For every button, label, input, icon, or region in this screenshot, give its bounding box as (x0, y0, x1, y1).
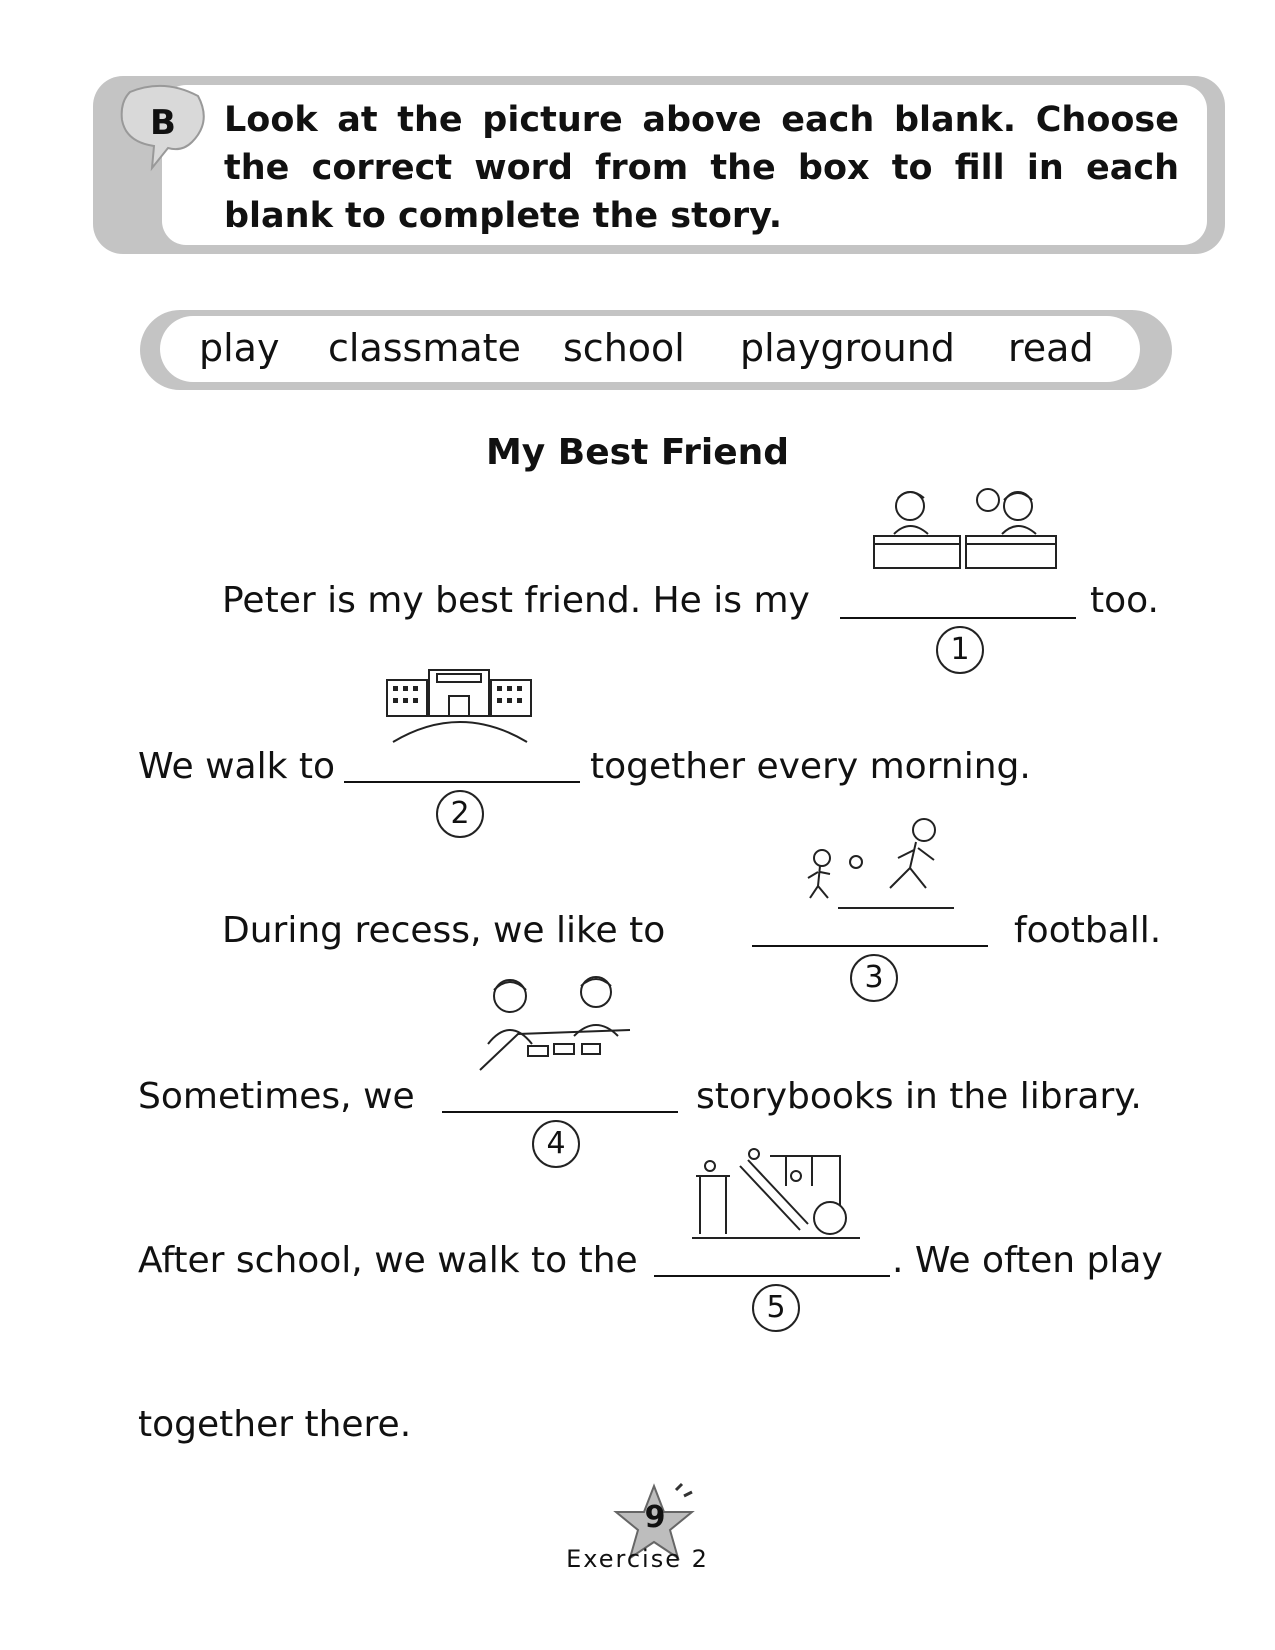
exercise-label: Exercise 2 (566, 1545, 709, 1573)
word-option-play: play (199, 326, 280, 370)
story-line-3-start: During recess, we like to (222, 910, 666, 951)
playground-icon (690, 1146, 862, 1242)
story-ending: together there. (138, 1404, 412, 1445)
story-line-2-start: We walk to (138, 746, 336, 787)
instructions-text: Look at the picture above each blank. Choose the correct word from the box to fill in each blank to complete the story. (224, 100, 1179, 236)
section-letter: B (150, 103, 176, 143)
word-option-school: school (563, 326, 685, 370)
blank-4[interactable] (442, 1111, 678, 1113)
blank-number-1: 1 (936, 626, 984, 674)
blank-3[interactable] (752, 945, 988, 947)
blank-number-4: 4 (532, 1120, 580, 1168)
blank-5[interactable] (654, 1275, 890, 1277)
boys-reading-icon (478, 974, 638, 1074)
page-number: 9 (644, 1500, 666, 1535)
blank-number-5: 5 (752, 1284, 800, 1332)
story-line-5-end: . We often play (892, 1240, 1163, 1281)
story-title: My Best Friend (485, 432, 790, 473)
story-line-5-start: After school, we walk to the (138, 1240, 638, 1281)
word-option-classmate: classmate (328, 326, 521, 370)
classmates-at-desks-icon (870, 484, 1060, 584)
story-line-2-end: together every morning. (590, 746, 1031, 787)
blank-number-3: 3 (850, 954, 898, 1002)
boys-playing-football-icon (798, 812, 958, 912)
blank-1[interactable] (840, 617, 1076, 619)
story-line-1-end: too. (1090, 580, 1159, 621)
word-option-read: read (1008, 326, 1094, 370)
story-line-3-end: football. (1014, 910, 1162, 951)
blank-2[interactable] (344, 781, 580, 783)
story-line-4-start: Sometimes, we (138, 1076, 415, 1117)
school-building-icon (385, 666, 535, 746)
story-line-4-end: storybooks in the library. (696, 1076, 1142, 1117)
blank-number-2: 2 (436, 790, 484, 838)
story-line-1-start: Peter is my best friend. He is my (222, 580, 810, 621)
word-option-playground: playground (740, 326, 955, 370)
